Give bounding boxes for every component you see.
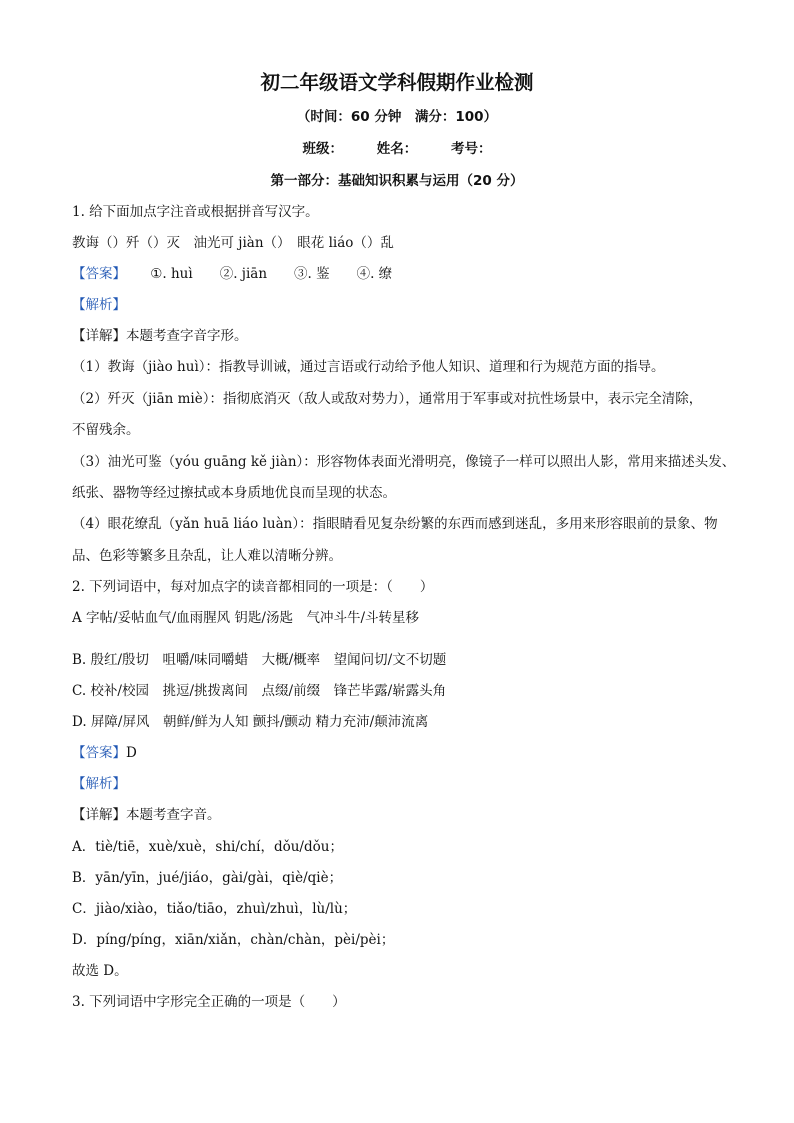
answer-tag: 【答案】: [72, 745, 126, 761]
q2-analysis-tag: 【解析】: [72, 776, 126, 792]
q1-explanation-1: （1）教诲（jiào huì）：指教导训诫，通过言语或行动给予他人知识、道理和行为规范方面的指导。: [72, 359, 665, 375]
q1-explanation-4a: （4）眼花缭乱（yǎn huā liáo luàn）：指眼睛看见复杂纷繁的东西而感到迷乱，多用来形容眼前的景象、物: [72, 516, 718, 532]
q1-answer-line: [72, 264, 734, 284]
q2-analysis-a: A．tiè/tiē，xuè/xuè，shi/chí，dǒu/dǒu；: [72, 839, 343, 855]
q1-analysis-tag: 【解析】: [72, 297, 126, 313]
q2-option-b: B. 殷红/殷切 咀嚼/味同嚼蜡 大概/概率 望闻问切/文不切题: [72, 652, 447, 668]
q2-option-a: A 字帖/妥帖血气/血雨腥风 钥匙/汤匙 气冲斗牛/斗转星移: [72, 610, 420, 626]
q1-words: 教诲（）歼（）灭 油光可 jiàn（） 眼花 liáo（）乱: [72, 235, 394, 251]
q3-stem: 3. 下列词语中字形完全正确的一项是（ ）: [72, 994, 346, 1010]
detail-tag: 【详解】: [72, 328, 126, 344]
q1-explanation-2b: 不留残余。: [72, 422, 140, 438]
q1-explanation-4b: 品、色彩等繁多且杂乱，让人难以清晰分辨。: [72, 548, 342, 564]
q2-detail: [72, 805, 734, 825]
time-info: （时间：60 分钟 满分：100）: [296, 109, 498, 125]
class-name-number-line: 班级： 姓名： 考号：: [302, 141, 492, 157]
q2-analysis-c: C．jiào/xiào，tiǎo/tiāo，zhuì/zhuì，lù/lù；: [72, 901, 357, 917]
q1-explanation-3a: （3）油光可鉴（yóu guāng kě jiàn）：形容物体表面光滑明亮，像镜子一样可以照出人影，常用来描述头发、: [72, 454, 736, 470]
q1-detail: [72, 326, 734, 346]
q1-explanation-2a: （2）歼灭（jiān miè）：指彻底消灭（敌人或敌对势力），通常用于军事或对抗性场景中，表示完全清除，: [72, 391, 703, 407]
q1-stem: 1. 给下面加点字注音或根据拼音写汉字。: [72, 204, 319, 220]
detail-tag: 【详解】: [72, 807, 126, 823]
answer-tag: 【答案】: [72, 266, 126, 282]
q2-analysis-b: B．yān/yīn，jué/jiáo，gài/gài，qiè/qiè；: [72, 870, 343, 886]
detail-text: 本题考查字音。: [126, 807, 221, 823]
q2-conclusion: 故选 D。: [72, 963, 128, 979]
q2-option-d: D. 屏障/屏风 朝鲜/鲜为人知 颤抖/颤动 精力充沛/颠沛流离: [72, 714, 429, 730]
q2-answer: D: [126, 745, 137, 761]
q2-stem: 2. 下列词语中，每对加点字的读音都相同的一项是：（ ）: [72, 579, 434, 595]
detail-text: 本题考查字音字形。: [126, 328, 248, 344]
exam-title: 初二年级语文学科假期作业检测: [260, 71, 534, 94]
q1-answer: ①. huì ②. jiān ③. 鉴 ④. 缭: [150, 266, 393, 282]
q2-option-c: C. 校补/校园 挑逗/挑拨离间 点缀/前缀 锋芒毕露/崭露头角: [72, 683, 447, 699]
q2-analysis-d: D．píng/píng，xiān/xiǎn，chàn/chàn，pèi/pèi；: [72, 932, 395, 948]
q2-answer-line: [72, 743, 734, 763]
section-heading: 第一部分：基础知识积累与运用（20 分）: [270, 173, 524, 189]
q1-explanation-3b: 纸张、器物等经过擦拭或本身质地优良而呈现的状态。: [72, 485, 396, 501]
